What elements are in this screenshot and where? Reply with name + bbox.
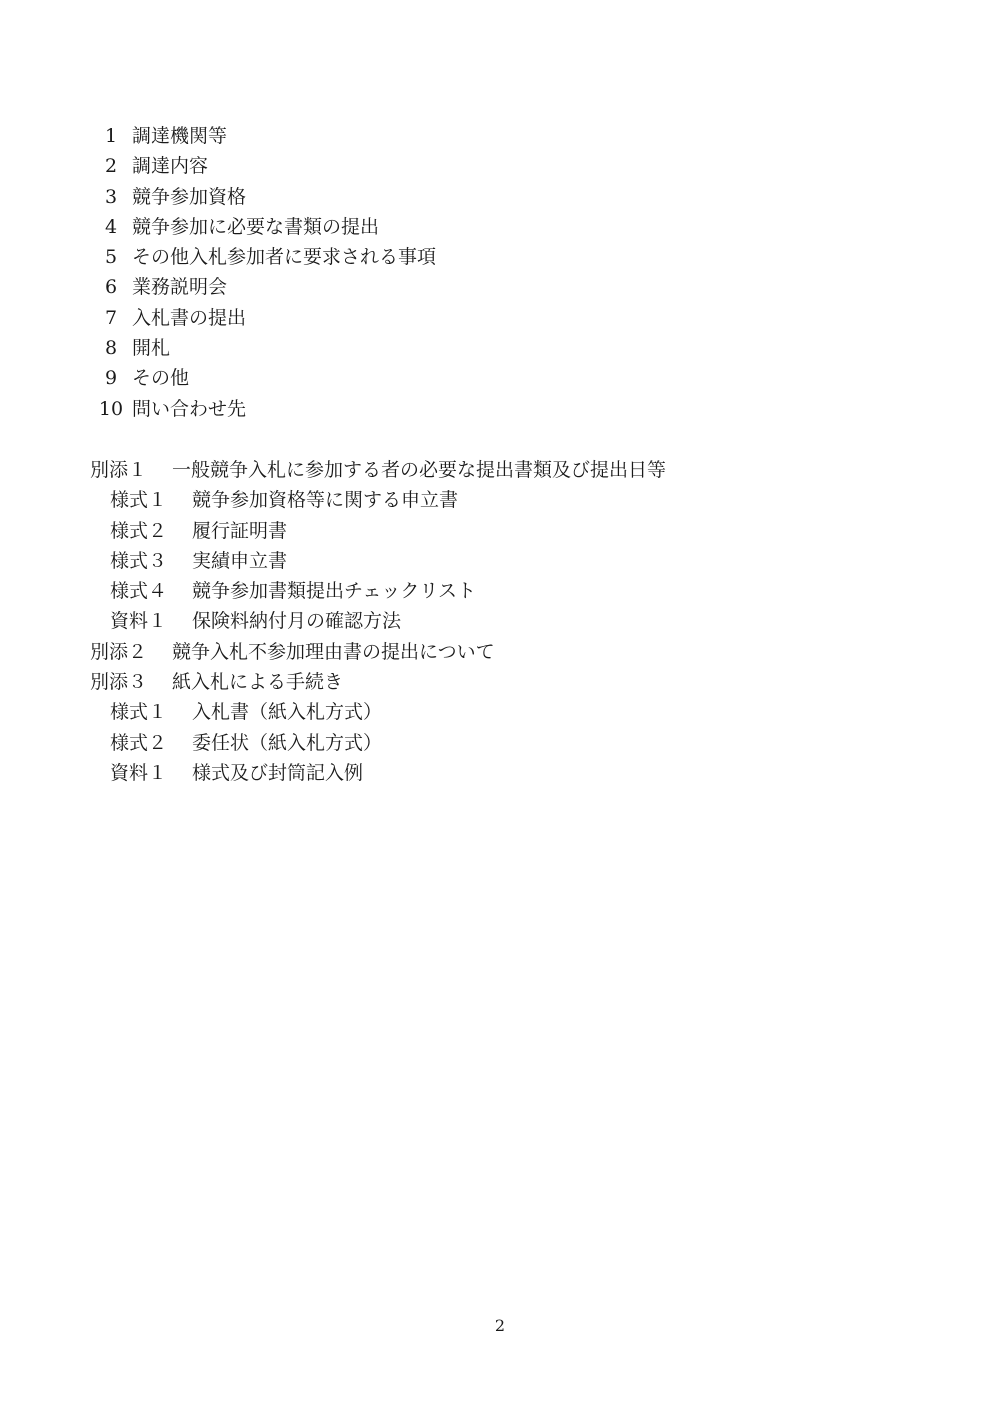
form-item xyxy=(90,576,910,606)
annex-title: 一般競争入札に参加する者の必要な提出書類及び提出日等 xyxy=(172,458,667,481)
section-title: その他入札参加者に要求される事項 xyxy=(132,246,437,269)
annex-item xyxy=(90,637,910,667)
section-number: 6 xyxy=(104,276,118,299)
section-title: 競争参加資格 xyxy=(132,185,247,208)
section-number: 2 xyxy=(104,155,118,178)
section-title: その他 xyxy=(132,367,190,390)
form-title: 委任状（紙入札方式） xyxy=(192,731,383,754)
section-number: 5 xyxy=(104,246,118,269)
page-number: 2 xyxy=(494,1316,506,1335)
section-item xyxy=(90,363,910,393)
form-label: 資料１ xyxy=(110,610,168,633)
section-number: 1 xyxy=(104,125,118,147)
form-label: 様式２ xyxy=(110,731,168,754)
section-item xyxy=(90,151,910,181)
form-item xyxy=(90,697,910,727)
form-item xyxy=(90,606,910,636)
annex-label: 別添１ xyxy=(90,458,148,481)
form-label: 様式３ xyxy=(110,549,168,572)
annex-item xyxy=(90,667,910,697)
section-title: 問い合わせ先 xyxy=(132,397,247,420)
form-title: 履行証明書 xyxy=(192,519,288,542)
section-title: 開札 xyxy=(132,337,171,360)
section-item xyxy=(90,394,910,424)
section-title: 調達機関等 xyxy=(132,125,228,147)
form-item xyxy=(90,516,910,546)
form-item xyxy=(90,758,910,788)
form-title: 保険料納付月の確認方法 xyxy=(192,610,402,633)
section-number: 3 xyxy=(104,185,118,208)
form-title: 実績申立書 xyxy=(192,549,288,572)
table-of-contents xyxy=(90,121,910,788)
section-number: 8 xyxy=(104,337,118,360)
section-item xyxy=(90,242,910,272)
section-title: 競争参加に必要な書類の提出 xyxy=(132,215,380,238)
annex-label: 別添２ xyxy=(90,640,148,663)
annex-item xyxy=(90,455,910,485)
section-number: 7 xyxy=(104,306,118,329)
section-number: 9 xyxy=(104,367,118,390)
form-title: 様式及び封筒記入例 xyxy=(192,761,364,784)
section-number: 10 xyxy=(98,397,124,420)
form-title: 競争参加書類提出チェックリスト xyxy=(192,580,477,603)
form-label: 様式２ xyxy=(110,519,168,542)
form-title: 入札書（紙入札方式） xyxy=(192,701,383,724)
section-item xyxy=(90,212,910,242)
annex-title: 競争入札不参加理由書の提出について xyxy=(172,640,495,663)
section-title: 入札書の提出 xyxy=(132,306,247,329)
form-label: 様式１ xyxy=(110,489,168,512)
annex-label: 別添３ xyxy=(90,671,148,694)
form-item xyxy=(90,485,910,515)
spacer xyxy=(90,424,910,455)
section-item xyxy=(90,121,910,151)
form-label: 様式１ xyxy=(110,701,168,724)
section-title: 業務説明会 xyxy=(132,276,228,299)
form-label: 様式４ xyxy=(110,580,168,603)
form-item xyxy=(90,728,910,758)
annex-title: 紙入札による手続き xyxy=(172,671,344,694)
form-item xyxy=(90,546,910,576)
form-label: 資料１ xyxy=(110,761,168,784)
section-title: 調達内容 xyxy=(132,155,209,178)
section-item xyxy=(90,303,910,333)
section-number: 4 xyxy=(104,215,118,238)
section-item xyxy=(90,333,910,363)
section-item xyxy=(90,182,910,212)
form-title: 競争参加資格等に関する申立書 xyxy=(192,489,459,512)
section-item xyxy=(90,272,910,302)
